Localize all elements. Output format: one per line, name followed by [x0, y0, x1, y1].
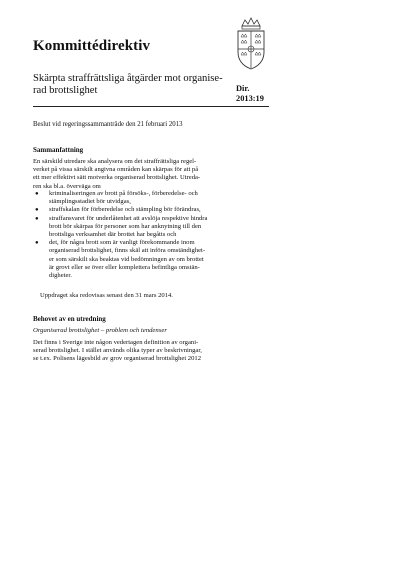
summary-bullet-list	[33, 190, 273, 280]
text-line: det, för några brott som är vanligt förekommande inom	[49, 239, 195, 247]
coat-of-arms-emblem	[232, 14, 270, 72]
title-line: Skärpta straffrättsliga åtgärder mot organise-	[33, 73, 223, 84]
text-line: är grovt eller se över eller komplettera befintliga omstän-	[49, 263, 200, 271]
summary-intro	[33, 158, 273, 191]
text-line: En särskild utredare ska analysera om det straffrättsliga regel-	[33, 158, 197, 165]
bullet-item	[33, 215, 273, 240]
need-paragraph	[33, 339, 273, 364]
summary-heading: Sammanfattning	[33, 146, 84, 154]
bullet-icon: ●	[35, 191, 39, 197]
text-line: verket på vissa särskilt angivna områden kan skärpas för att på	[33, 166, 199, 174]
dir-number: 2013:19	[236, 93, 264, 103]
text-line: digheter.	[49, 272, 72, 280]
need-subheading: Organiserad brottslighet – problem och tendenser	[33, 327, 167, 334]
bullet-icon: ●	[35, 240, 39, 247]
text-line: er som särskilt ska beaktas vid bedömningen av om brottet	[49, 255, 204, 263]
text-line: stämplingsstadiet bör utvidgas,	[49, 198, 131, 206]
text-line: straffansvaret för underlåtenhet att avslöja respektive hindra	[49, 214, 208, 222]
text-line: Det finns i Sverige inte någon vedertagen definition av organi-	[33, 339, 199, 346]
need-heading: Behovet av en utredning	[33, 315, 106, 323]
text-line: ren ska bl.a. överväga om	[33, 182, 101, 190]
bullet-icon: ●	[35, 215, 39, 222]
text-line: straffskalan för förberedelse och stämpling bör förändras,	[49, 206, 201, 214]
directive-title	[33, 73, 233, 98]
text-line: kriminaliseringen av brott på försöks-, förberedelse- och	[49, 190, 198, 197]
decision-line: Beslut vid regeringssammanträde den 21 februari 2013	[33, 121, 183, 128]
title-line: rad brottslighet	[33, 85, 98, 97]
text-line: serad brottslighet. I stället används olika typer av beskrivningar,	[33, 347, 202, 355]
text-line: organiserad brottslighet, finns skäl att införa omständighet-	[49, 247, 206, 255]
text-line: se t.ex. Polisens lägesbild av grov organiserad brottslighet 2012	[33, 355, 201, 363]
text-line: ett mer effektivt sätt motverka organiserad brottslighet. Utreda-	[33, 174, 201, 182]
directive-number	[236, 84, 264, 103]
dir-label: Dir.	[236, 84, 250, 93]
title-divider	[33, 106, 269, 107]
bullet-icon: ●	[35, 207, 39, 214]
bullet-item	[33, 206, 273, 214]
deadline-text: Uppdraget ska redovisas senast den 31 mars 2014.	[40, 292, 173, 299]
text-line: brottsliga verksamhet där brottet har begåtts och	[49, 231, 177, 239]
document-type-heading: Kommittédirektiv	[33, 38, 151, 54]
bullet-item	[33, 190, 273, 206]
bullet-item	[33, 239, 273, 280]
text-line: brott bör skärpas för personer som har anknytning till den	[49, 222, 202, 230]
